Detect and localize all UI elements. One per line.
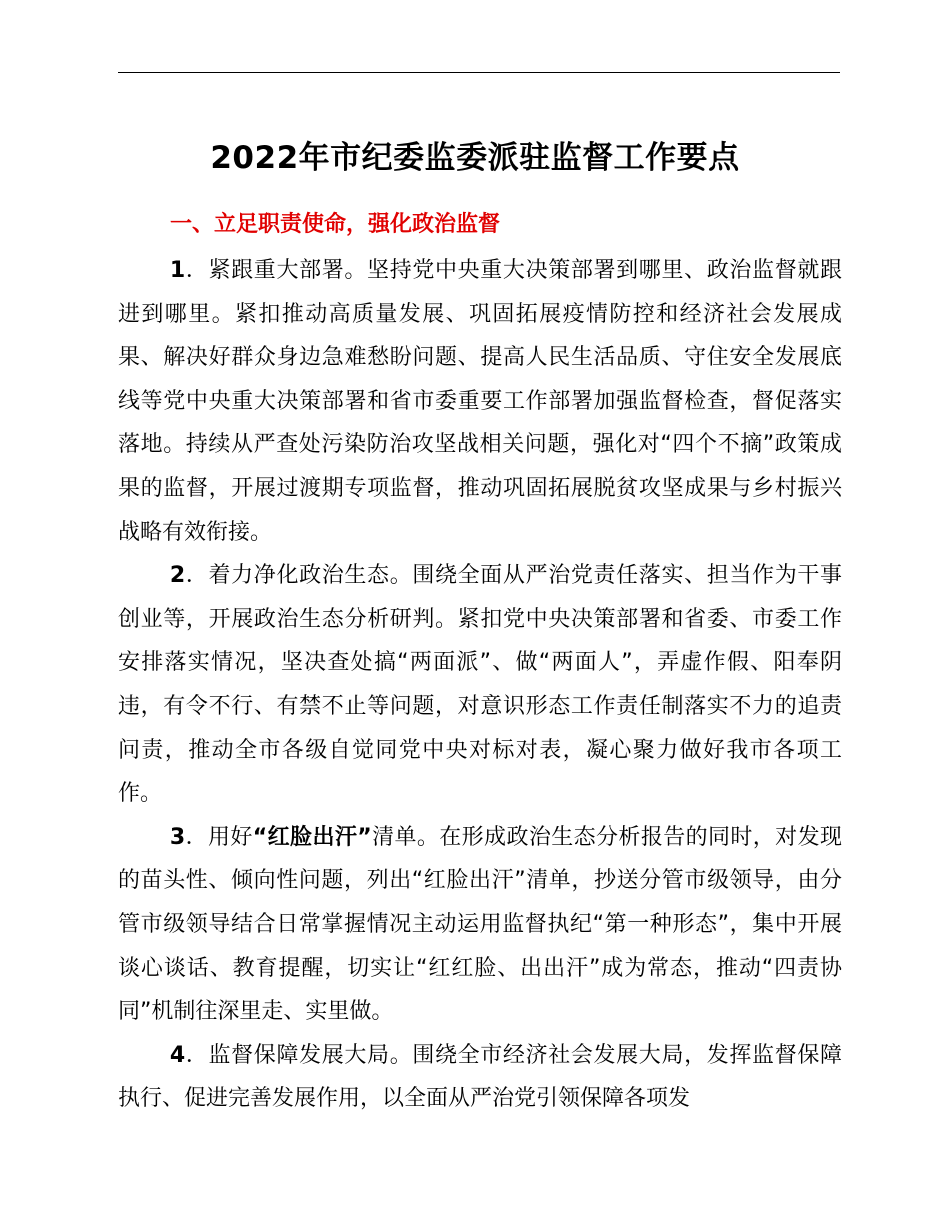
paragraph-2 [118, 554, 842, 816]
paragraph-1 [118, 249, 842, 554]
paragraph-text: 清单。在形成政治生态分析报告的同时，对发现的苗头性、倾向性问题，列出“红脸出汗”清单，抄送分管市级领导，由分管市级领导结合日常掌握情况主动运用监督执纪“第一种形态”，集中开展谈心谈话、教育提醒，切实让“红红脸、出出汗”成为常态，推动“四责协同”机制往深里走、实里做。 [118, 824, 842, 1025]
item-number: 1 [169, 258, 186, 283]
item-number: 2 [169, 563, 186, 589]
item-number: 3 [169, 824, 186, 850]
item-number: 4 [169, 1042, 186, 1068]
paragraph-4 [118, 1034, 842, 1121]
section-heading: 一、立足职责使命，强化政治监督 [170, 212, 501, 237]
paragraph-text-lead: ．用好 [185, 824, 253, 850]
paragraph-text: ．着力净化政治生态。围绕全面从严治党责任落实、担当作为干事创业等，开展政治生态分析研判。紧扣党中央决策部署和省委、市委工作安排落实情况，坚决查处搞“两面派”、做“两面人”，弄虚作假、阳奉阴违，有令不行、有禁不止等问题，对意识形态工作责任制落实不力的追责问责，推动全市各级自觉同党中央对标对表，凝心聚力做好我市各项工作。 [118, 563, 842, 807]
paragraph-text: ．监督保障发展大局。围绕全市经济社会发展大局，发挥监督保障执行、促进完善发展作用，以全面从严治党引领保障各项发 [118, 1042, 842, 1112]
paragraph-3 [118, 816, 842, 1034]
bold-quote: “红脸出汗” [252, 824, 372, 850]
paragraph-text: ．紧跟重大部署。坚持党中央重大决策部署到哪里、政治监督就跟进到哪里。紧扣推动高质量发展、巩固拓展疫情防控和经济社会发展成果、解决好群众身边急难愁盼问题、提高人民生活品质、守住安全发展底线等党中央重大决策部署和省市委重要工作部署加强监督检查，督促落实落地。持续从严查处污染防治攻坚战相关问题，强化对“四个不摘”政策成果的监督，开展过渡期专项监督，推动巩固拓展脱贫攻坚成果与乡村振兴战略有效衔接。 [118, 258, 842, 545]
document-body [118, 249, 842, 1121]
header-rule [118, 72, 840, 73]
document-title: 2022年市纪委监委派驻监督工作要点 [210, 140, 740, 176]
